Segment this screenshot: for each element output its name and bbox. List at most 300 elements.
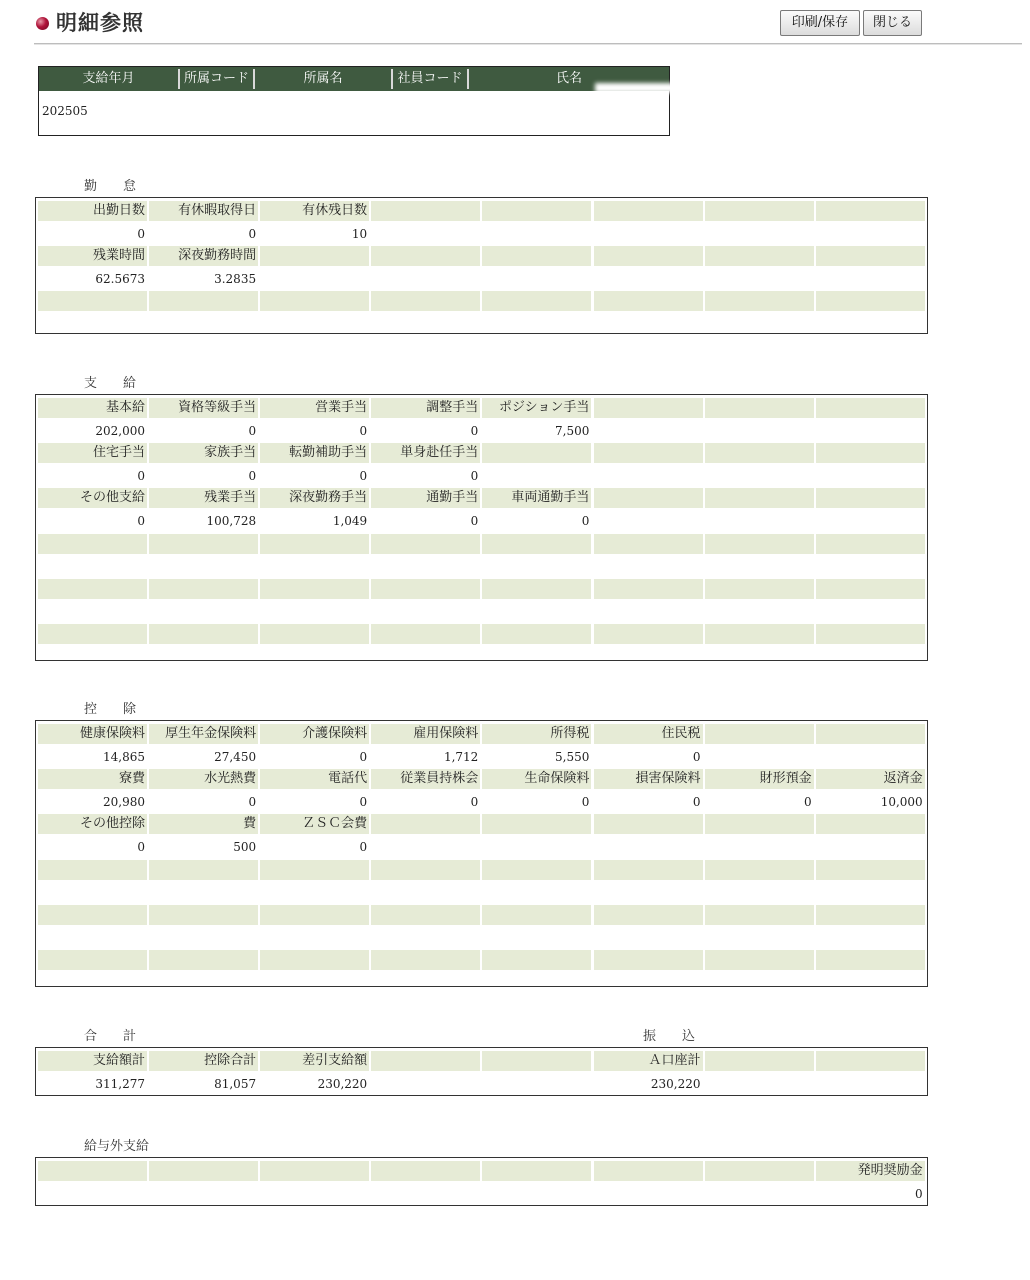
deduction-label-cell <box>594 814 703 834</box>
payment-label-cell <box>149 624 258 644</box>
attendance-value-cell <box>816 269 925 289</box>
attendance-value-cell <box>705 269 814 289</box>
close-button[interactable]: 閉じる <box>863 10 922 36</box>
payment-label-cell <box>594 398 703 418</box>
totals-value-cell: 230,220 <box>594 1074 703 1094</box>
deduction-label-cell: 寮費 <box>38 769 147 789</box>
deduction-value-cell <box>594 882 703 902</box>
deduction-label-cell <box>816 814 925 834</box>
deduction-value-cell: 0 <box>260 837 369 857</box>
attendance-value-cell <box>705 224 814 244</box>
payment-value-cell: 7,500 <box>482 421 591 441</box>
payment-label-cell <box>260 624 369 644</box>
deduction-label-cell: 厚生年金保険料 <box>149 724 258 744</box>
payment-value-cell: 0 <box>260 466 369 486</box>
totals-value-cell <box>371 1074 480 1094</box>
payment-label-cell <box>816 443 925 463</box>
attendance-label-cell <box>705 291 814 311</box>
attendance-label-cell <box>371 291 480 311</box>
title-bar <box>34 8 1020 44</box>
deduction-row-value <box>38 792 925 812</box>
deduction-value-cell <box>594 927 703 947</box>
deduction-row-header <box>38 724 925 744</box>
deduction-value-cell <box>38 927 147 947</box>
attendance-label-cell <box>260 291 369 311</box>
deduction-label-cell <box>816 724 925 744</box>
attendance-value-cell: 0 <box>38 224 147 244</box>
payment-label-cell <box>594 624 703 644</box>
section-label-attendance: 勤 怠 <box>84 179 137 194</box>
payment-label-cell: ポジション手当 <box>482 398 591 418</box>
payment-label-cell <box>38 534 147 554</box>
deduction-label-cell: 損害保険料 <box>594 769 703 789</box>
attendance-label-cell <box>482 246 591 266</box>
payment-row-value <box>38 601 925 621</box>
payment-value-cell <box>149 556 258 576</box>
attendance-value-cell <box>371 269 480 289</box>
payment-value-cell <box>816 601 925 621</box>
deduction-value-cell <box>816 927 925 947</box>
totals-label-cell: Ａ口座計 <box>594 1051 703 1071</box>
payment-row-header <box>38 488 925 508</box>
attendance-row-header <box>38 201 925 221</box>
deduction-label-cell: 介護保険料 <box>260 724 369 744</box>
totals-value-cell <box>705 1074 814 1094</box>
attendance-value-cell: 10 <box>260 224 369 244</box>
payment-label-cell: 住宅手当 <box>38 443 147 463</box>
page-title: 明細参照 <box>56 11 144 35</box>
deduction-label-cell: ＺＳＣ会費 <box>260 814 369 834</box>
deduction-value-cell <box>816 747 925 767</box>
extra-value-cell <box>482 1184 591 1204</box>
deduction-value-cell <box>705 882 814 902</box>
payment-value-cell <box>816 421 925 441</box>
attendance-value-cell: 62.5673 <box>38 269 147 289</box>
payment-value-cell <box>38 556 147 576</box>
payment-label-cell <box>482 443 591 463</box>
payment-value-cell <box>260 556 369 576</box>
payment-label-cell <box>482 624 591 644</box>
attendance-value-cell: 0 <box>149 224 258 244</box>
section-label-deduction: 控 除 <box>84 702 137 717</box>
payment-value-cell <box>705 511 814 531</box>
payment-value-cell <box>482 556 591 576</box>
payment-value-cell <box>705 556 814 576</box>
deduction-label-cell: 費 <box>149 814 258 834</box>
deduction-label-cell <box>371 905 480 925</box>
deduction-row-value <box>38 927 925 947</box>
payment-label-cell: 残業手当 <box>149 488 258 508</box>
attendance-label-cell <box>371 201 480 221</box>
deduction-label-cell <box>594 950 703 970</box>
payment-row-value <box>38 511 925 531</box>
header-dept-code: 所属コード <box>180 69 255 89</box>
deduction-label-cell <box>260 860 369 880</box>
payment-value-cell <box>594 421 703 441</box>
payment-value-cell: 0 <box>371 511 480 531</box>
deduction-value-cell: 0 <box>594 792 703 812</box>
payment-value-cell <box>594 466 703 486</box>
employee-info-table <box>38 66 670 136</box>
attendance-label-cell: 有休暇取得日 <box>149 201 258 221</box>
deduction-row-header <box>38 769 925 789</box>
extra-label-cell <box>260 1161 369 1181</box>
deduction-value-cell: 27,450 <box>149 747 258 767</box>
deduction-row-value <box>38 837 925 857</box>
payment-label-cell: 営業手当 <box>260 398 369 418</box>
attendance-label-cell <box>482 291 591 311</box>
deduction-value-cell <box>371 927 480 947</box>
deduction-value-cell <box>816 837 925 857</box>
payment-label-cell <box>816 624 925 644</box>
deduction-label-cell <box>371 814 480 834</box>
deduction-row-header <box>38 905 925 925</box>
deduction-value-cell <box>371 882 480 902</box>
deduction-row-value <box>38 747 925 767</box>
deduction-label-cell <box>38 860 147 880</box>
deduction-row-value <box>38 882 925 902</box>
payment-value-cell: 202,000 <box>38 421 147 441</box>
payment-label-cell: 深夜勤務手当 <box>260 488 369 508</box>
header-pay-month: 支給年月 <box>39 69 180 89</box>
deduction-value-cell <box>705 927 814 947</box>
payment-label-cell: 車両通勤手当 <box>482 488 591 508</box>
deduction-value-cell <box>705 747 814 767</box>
payment-table <box>35 394 928 661</box>
payment-label-cell <box>705 534 814 554</box>
payment-value-cell: 0 <box>149 421 258 441</box>
deduction-value-cell: 500 <box>149 837 258 857</box>
deduction-value-cell: 20,980 <box>38 792 147 812</box>
totals-table <box>35 1047 928 1096</box>
deduction-label-cell: 生命保険料 <box>482 769 591 789</box>
deduction-label-cell <box>482 814 591 834</box>
payment-row-header <box>38 624 925 644</box>
deduction-label-cell <box>594 905 703 925</box>
deduction-value-cell <box>371 837 480 857</box>
payment-label-cell: 通勤手当 <box>371 488 480 508</box>
payment-label-cell <box>816 488 925 508</box>
attendance-label-cell <box>705 246 814 266</box>
attendance-value-cell <box>594 224 703 244</box>
redaction-mark <box>595 83 675 93</box>
attendance-label-cell <box>38 291 147 311</box>
payment-value-cell: 0 <box>149 466 258 486</box>
attendance-label-cell <box>816 246 925 266</box>
deduction-label-cell <box>482 905 591 925</box>
payment-value-cell: 100,728 <box>149 511 258 531</box>
deduction-label-cell <box>705 814 814 834</box>
attendance-label-cell <box>705 201 814 221</box>
deduction-label-cell: 所得税 <box>482 724 591 744</box>
payment-value-cell: 0 <box>38 511 147 531</box>
deduction-label-cell: 従業員持株会 <box>371 769 480 789</box>
extra-value-cell <box>260 1184 369 1204</box>
deduction-value-cell: 10,000 <box>816 792 925 812</box>
deduction-value-cell: 1,712 <box>371 747 480 767</box>
deduction-label-cell <box>260 905 369 925</box>
deduction-value-cell <box>38 882 147 902</box>
extra-row-value <box>38 1184 925 1204</box>
attendance-label-cell <box>816 201 925 221</box>
payment-row-value <box>38 421 925 441</box>
payment-label-cell <box>705 443 814 463</box>
totals-value-cell <box>816 1074 925 1094</box>
payment-label-cell <box>260 534 369 554</box>
payment-label-cell <box>482 579 591 599</box>
payment-label-cell: 調整手当 <box>371 398 480 418</box>
payment-value-cell: 0 <box>371 421 480 441</box>
section-label-totals: 合 計 <box>84 1029 137 1044</box>
payment-label-cell: 単身赴任手当 <box>371 443 480 463</box>
deduction-label-cell <box>705 860 814 880</box>
header-employee-name: 氏名 <box>555 71 582 86</box>
pay-month-value: 202505 <box>42 104 88 118</box>
deduction-label-cell <box>705 905 814 925</box>
attendance-label-cell <box>594 291 703 311</box>
payment-row-header <box>38 398 925 418</box>
payment-label-cell <box>594 488 703 508</box>
deduction-label-cell <box>482 860 591 880</box>
payment-label-cell <box>149 534 258 554</box>
extra-value-cell <box>371 1184 480 1204</box>
payment-label-cell <box>482 534 591 554</box>
deduction-value-cell <box>260 927 369 947</box>
deduction-value-cell <box>482 927 591 947</box>
extra-label-cell <box>705 1161 814 1181</box>
extra-value-cell: 0 <box>816 1184 925 1204</box>
deduction-label-cell <box>594 860 703 880</box>
payment-value-cell <box>482 601 591 621</box>
payment-label-cell <box>38 579 147 599</box>
payment-value-cell: 0 <box>482 511 591 531</box>
deduction-label-cell <box>816 905 925 925</box>
section-label-extra-payment: 給与外支給 <box>84 1139 150 1154</box>
header-employee-code: 社員コード <box>393 69 469 89</box>
deduction-label-cell <box>371 860 480 880</box>
deduction-row-header <box>38 860 925 880</box>
deduction-value-cell: 0 <box>260 792 369 812</box>
payment-value-cell: 0 <box>371 466 480 486</box>
attendance-label-cell: 残業時間 <box>38 246 147 266</box>
totals-label-cell: 差引支給額 <box>260 1051 369 1071</box>
totals-label-cell <box>816 1051 925 1071</box>
attendance-row-value <box>38 269 925 289</box>
deduction-label-cell: 電話代 <box>260 769 369 789</box>
print-save-button[interactable]: 印刷/保存 <box>780 10 860 36</box>
payment-label-cell: 転勤補助手当 <box>260 443 369 463</box>
payment-label-cell <box>816 534 925 554</box>
deduction-label-cell <box>38 950 147 970</box>
payment-value-cell: 1,049 <box>260 511 369 531</box>
deduction-value-cell: 14,865 <box>38 747 147 767</box>
payment-value-cell: 0 <box>38 466 147 486</box>
extra-value-cell <box>38 1184 147 1204</box>
payment-row-value <box>38 466 925 486</box>
payment-label-cell <box>149 579 258 599</box>
totals-row-value <box>38 1074 925 1094</box>
deduction-value-cell: 0 <box>38 837 147 857</box>
title-bullet-icon <box>36 17 49 30</box>
payment-label-cell: 基本給 <box>38 398 147 418</box>
payment-row-header <box>38 534 925 554</box>
extra-label-cell <box>149 1161 258 1181</box>
deduction-label-cell <box>705 724 814 744</box>
payment-value-cell <box>594 511 703 531</box>
deduction-label-cell <box>816 950 925 970</box>
totals-label-cell: 支給額計 <box>38 1051 147 1071</box>
payment-value-cell <box>816 511 925 531</box>
payment-row-header <box>38 579 925 599</box>
deduction-value-cell <box>149 927 258 947</box>
payment-value-cell <box>816 466 925 486</box>
payment-value-cell <box>705 601 814 621</box>
extra-value-cell <box>149 1184 258 1204</box>
totals-label-cell <box>705 1051 814 1071</box>
payment-label-cell <box>594 534 703 554</box>
extra-value-cell <box>705 1184 814 1204</box>
deduction-value-cell <box>260 882 369 902</box>
deduction-value-cell: 0 <box>594 747 703 767</box>
section-label-transfer: 振 込 <box>643 1029 696 1044</box>
deduction-value-cell: 0 <box>371 792 480 812</box>
extra-row-header <box>38 1161 925 1181</box>
deduction-value-cell: 0 <box>482 792 591 812</box>
extra-label-cell <box>38 1161 147 1181</box>
payment-label-cell <box>594 579 703 599</box>
attendance-label-cell: 深夜勤務時間 <box>149 246 258 266</box>
deduction-label-cell <box>149 860 258 880</box>
deduction-label-cell: 返済金 <box>816 769 925 789</box>
attendance-value-cell: 3.2835 <box>149 269 258 289</box>
attendance-row-header <box>38 246 925 266</box>
totals-value-cell <box>482 1074 591 1094</box>
totals-value-cell: 230,220 <box>260 1074 369 1094</box>
attendance-row-value <box>38 224 925 244</box>
totals-value-cell: 81,057 <box>149 1074 258 1094</box>
payment-value-cell <box>149 601 258 621</box>
deduction-label-cell <box>149 950 258 970</box>
payment-value-cell <box>594 556 703 576</box>
deduction-label-cell: 水光熱費 <box>149 769 258 789</box>
deduction-row-header <box>38 814 925 834</box>
payment-label-cell <box>816 398 925 418</box>
deduction-label-cell <box>371 950 480 970</box>
payment-label-cell: その他支給 <box>38 488 147 508</box>
deduction-label-cell: 住民税 <box>594 724 703 744</box>
deduction-value-cell <box>705 837 814 857</box>
payment-label-cell <box>705 398 814 418</box>
payment-label-cell <box>594 443 703 463</box>
deduction-value-cell <box>149 882 258 902</box>
attendance-value-cell <box>482 224 591 244</box>
totals-label-cell: 控除合計 <box>149 1051 258 1071</box>
attendance-table <box>35 197 928 334</box>
attendance-label-cell <box>371 246 480 266</box>
attendance-value-cell <box>260 269 369 289</box>
payment-label-cell <box>38 624 147 644</box>
extra-label-cell <box>482 1161 591 1181</box>
attendance-row-header <box>38 291 925 311</box>
payment-label-cell <box>260 579 369 599</box>
deduction-label-cell <box>260 950 369 970</box>
attendance-value-cell <box>482 269 591 289</box>
deduction-label-cell: 健康保険料 <box>38 724 147 744</box>
extra-label-cell: 発明奨励金 <box>816 1161 925 1181</box>
payment-value-cell <box>38 601 147 621</box>
payment-value-cell <box>816 556 925 576</box>
payment-row-header <box>38 443 925 463</box>
attendance-label-cell <box>149 291 258 311</box>
payment-value-cell <box>594 601 703 621</box>
payment-label-cell <box>371 534 480 554</box>
payment-value-cell <box>371 556 480 576</box>
deduction-value-cell <box>594 837 703 857</box>
deduction-value-cell <box>482 837 591 857</box>
payment-label-cell <box>816 579 925 599</box>
deduction-label-cell: 雇用保険料 <box>371 724 480 744</box>
extra-label-cell <box>594 1161 703 1181</box>
deduction-label-cell: 財形預金 <box>705 769 814 789</box>
attendance-label-cell: 出勤日数 <box>38 201 147 221</box>
attendance-label-cell <box>482 201 591 221</box>
attendance-value-cell <box>594 269 703 289</box>
attendance-label-cell <box>594 246 703 266</box>
deduction-label-cell <box>38 905 147 925</box>
payment-value-cell <box>705 466 814 486</box>
payment-label-cell <box>371 624 480 644</box>
payment-label-cell <box>705 488 814 508</box>
payment-label-cell <box>705 579 814 599</box>
payment-label-cell <box>371 579 480 599</box>
attendance-label-cell <box>594 201 703 221</box>
deduction-value-cell <box>816 882 925 902</box>
deduction-label-cell <box>482 950 591 970</box>
deduction-value-cell: 5,550 <box>482 747 591 767</box>
attendance-label-cell: 有休残日数 <box>260 201 369 221</box>
totals-row-header <box>38 1051 925 1071</box>
attendance-value-cell <box>816 224 925 244</box>
payment-value-cell <box>705 421 814 441</box>
payment-value-cell <box>371 601 480 621</box>
deduction-row-header <box>38 950 925 970</box>
attendance-label-cell <box>816 291 925 311</box>
title-divider <box>34 43 1022 45</box>
payment-label-cell: 家族手当 <box>149 443 258 463</box>
totals-value-cell: 311,277 <box>38 1074 147 1094</box>
deduction-value-cell: 0 <box>260 747 369 767</box>
payment-label-cell: 資格等級手当 <box>149 398 258 418</box>
attendance-label-cell <box>260 246 369 266</box>
deduction-value-cell: 0 <box>705 792 814 812</box>
deduction-value-cell: 0 <box>149 792 258 812</box>
extra-value-cell <box>594 1184 703 1204</box>
totals-label-cell <box>371 1051 480 1071</box>
employee-info-header <box>39 67 669 91</box>
section-label-payment: 支 給 <box>84 376 137 391</box>
header-dept-name: 所属名 <box>255 69 393 89</box>
deduction-value-cell <box>482 882 591 902</box>
deduction-label-cell: その他控除 <box>38 814 147 834</box>
extra-payment-table <box>35 1157 928 1206</box>
deduction-table <box>35 720 928 987</box>
totals-label-cell <box>482 1051 591 1071</box>
payment-row-value <box>38 556 925 576</box>
payment-value-cell: 0 <box>260 421 369 441</box>
deduction-label-cell <box>149 905 258 925</box>
attendance-value-cell <box>371 224 480 244</box>
deduction-label-cell <box>816 860 925 880</box>
